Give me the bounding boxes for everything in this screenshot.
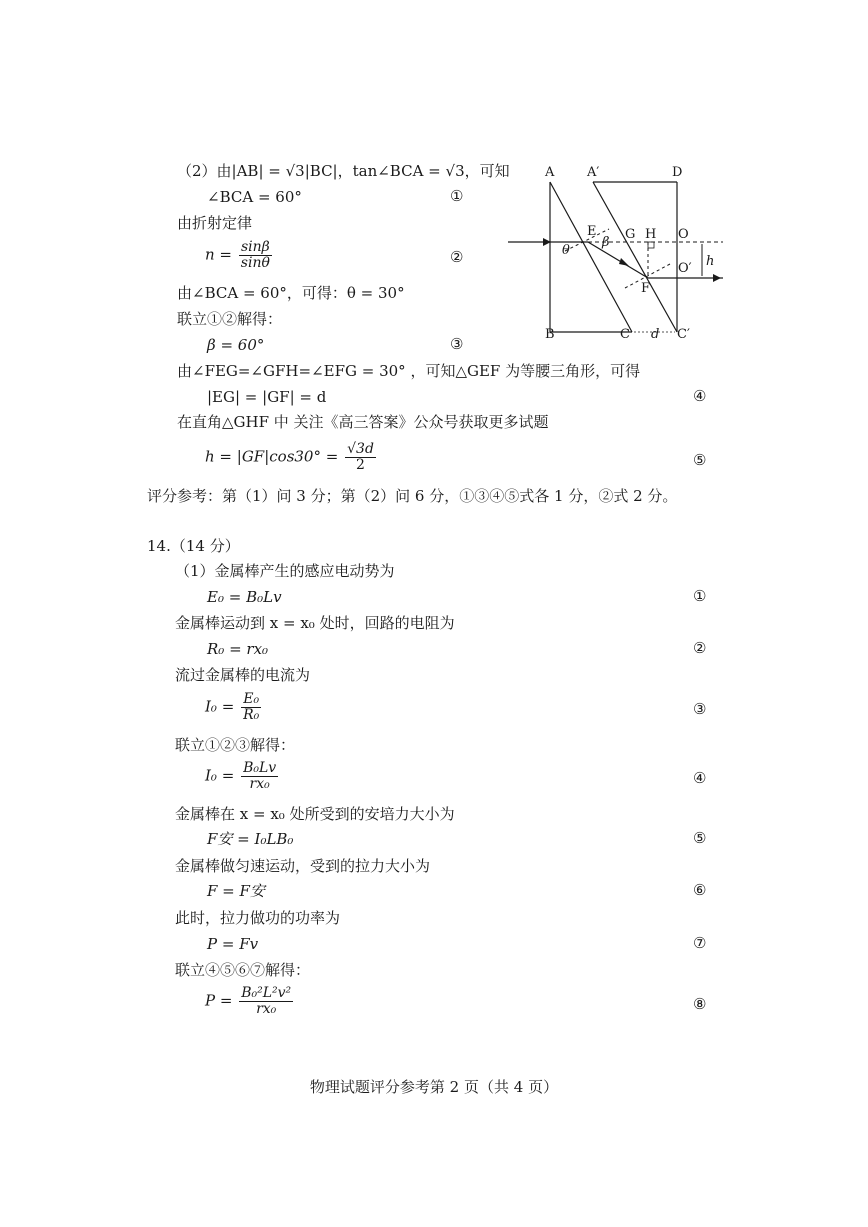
- part2-line3: 由折射定律: [177, 214, 253, 232]
- eq-lhs: I₀ =: [205, 766, 235, 785]
- q14-eq1: E₀ = B₀Lv: [207, 588, 282, 606]
- part2-eq-refraction: [205, 240, 274, 271]
- part2-line1: （2）由|AB| = √3|BC|，tan∠BCA = √3，可知: [177, 162, 510, 180]
- q14-eq4: [205, 761, 280, 792]
- part2-line6: 联立①②解得：: [177, 310, 283, 328]
- eq-marker-2: ②: [450, 248, 464, 266]
- denominator: sinθ: [240, 255, 270, 271]
- label-E: E: [587, 224, 597, 239]
- label-theta: θ: [562, 243, 570, 258]
- right-angle-mark: [648, 242, 654, 248]
- denominator: 2: [356, 457, 365, 473]
- numerator: √3d: [347, 441, 374, 457]
- grading-note-13: 评分参考：第（1）问 3 分；第（2）问 6 分，①③④⑤式各 1 分，②式 2 分。: [147, 487, 678, 505]
- q14-step6: 金属棒做匀速运动，受到的拉力大小为: [175, 857, 431, 875]
- numerator: B₀²L²v²: [241, 985, 292, 1001]
- label-O-prime: O′: [678, 261, 692, 276]
- edge-A-prime-C-prime: [593, 182, 677, 332]
- eq-marker-n1: ①: [693, 587, 707, 605]
- eq-marker-n8: ⑧: [693, 995, 707, 1013]
- eq-marker-n4: ④: [693, 769, 707, 787]
- label-G: G: [625, 227, 636, 242]
- label-A-prime: A′: [587, 165, 600, 180]
- denominator: R₀: [243, 707, 260, 723]
- label-C-prime: C′: [677, 327, 690, 342]
- q14-step7: 此时，拉力做功的功率为: [175, 909, 341, 927]
- q14-eq7: P = Fv: [207, 935, 259, 953]
- numerator: B₀Lv: [243, 760, 277, 776]
- prism-refraction-diagram: [505, 160, 725, 345]
- label-B: B: [545, 327, 555, 342]
- label-A: A: [545, 165, 555, 180]
- arrow-icon: [713, 274, 721, 282]
- arrow-icon: [619, 258, 629, 266]
- label-O: O: [678, 227, 689, 242]
- q14-eq6: F = F安: [207, 882, 265, 900]
- label-d: d: [651, 327, 660, 342]
- fraction: [241, 692, 261, 723]
- fraction: [239, 986, 293, 1017]
- page-footer: 物理试题评分参考第 2 页（共 4 页）: [309, 1078, 559, 1096]
- q14-step4: 联立①②③解得：: [175, 736, 296, 754]
- label-H: H: [645, 227, 657, 242]
- fraction: [345, 442, 376, 473]
- fraction: [241, 761, 278, 792]
- label-C: C: [620, 327, 630, 342]
- label-D: D: [672, 165, 683, 180]
- part2-line2: ∠BCA = 60°: [207, 188, 302, 206]
- q14-header: 14.（14 分）: [147, 537, 240, 555]
- part2-line5: 由∠BCA = 60°，可得：θ = 30°: [177, 284, 405, 302]
- eq-lhs: I₀ =: [205, 697, 235, 716]
- fraction: [239, 240, 272, 271]
- q14-step5: 金属棒在 x = x₀ 处所受到的安培力大小为: [175, 805, 455, 823]
- q14-eq2: R₀ = rx₀: [207, 640, 269, 658]
- label-h: h: [706, 254, 715, 269]
- denominator: rx₀: [249, 776, 270, 792]
- eq-lhs: P =: [205, 991, 233, 1010]
- eq-lhs: h = |GF|cos30° =: [205, 447, 339, 466]
- eq-marker-5: ⑤: [693, 451, 707, 469]
- eq-marker-1: ①: [450, 187, 464, 205]
- eq-marker-n2: ②: [693, 639, 707, 657]
- eq-marker-n6: ⑥: [693, 881, 707, 899]
- eq-marker-n3: ③: [693, 700, 707, 718]
- label-F: F: [641, 281, 651, 296]
- eq-lhs: n =: [205, 245, 232, 264]
- eq-marker-n7: ⑦: [693, 934, 707, 952]
- numerator: E₀: [241, 692, 261, 708]
- label-beta: β: [602, 235, 610, 250]
- q14-eq3: [205, 692, 263, 723]
- refracted-ray: [588, 242, 648, 278]
- eq-marker-n5: ⑤: [693, 829, 707, 847]
- q14-step3: 流过金属棒的电流为: [175, 666, 311, 684]
- part2-eq-h: [205, 442, 378, 473]
- part2-line9: |EG| = |GF| = d: [207, 388, 327, 406]
- q14-step1: （1）金属棒产生的感应电动势为: [175, 562, 395, 580]
- denominator: rx₀: [256, 1001, 277, 1017]
- eq-marker-4: ④: [693, 387, 707, 405]
- q14-step2: 金属棒运动到 x = x₀ 处时，回路的电阻为: [175, 614, 455, 632]
- part2-line7: β = 60°: [207, 336, 265, 354]
- q14-eq5: F安 = I₀LB₀: [207, 830, 294, 848]
- numerator: sinβ: [239, 240, 272, 256]
- part2-line8: 由∠FEG=∠GFH=∠EFG = 30° ，可知△GEF 为等腰三角形，可得: [177, 362, 641, 380]
- q14-step8: 联立④⑤⑥⑦解得：: [175, 961, 311, 979]
- eq-marker-3: ③: [450, 335, 464, 353]
- q14-eq8: [205, 986, 295, 1017]
- part2-line10: 在直角△GHF 中 关注《高三答案》公众号获取更多试题: [177, 413, 549, 431]
